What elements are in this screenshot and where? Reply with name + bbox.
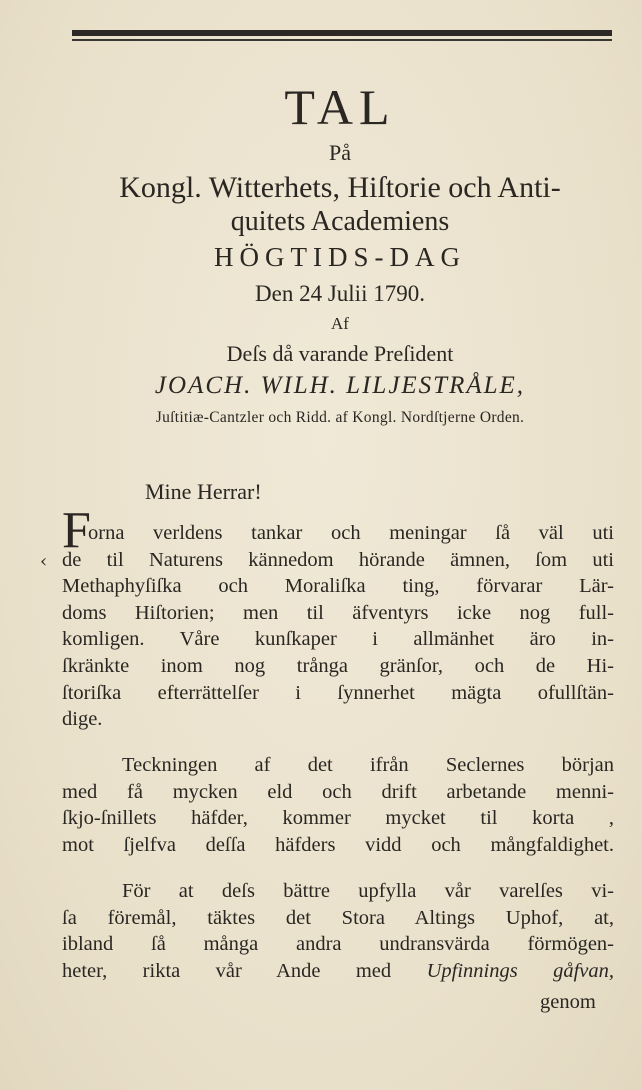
- title-preposition: På: [329, 140, 351, 165]
- author-title: Juſtitiæ-Cantzler och Ridd. af Kongl. Nordſtjerne Orden.: [155, 409, 525, 426]
- header-rule-thick: [72, 30, 612, 36]
- text-line: Methaphyſiſka och Moraliſka ting, förvarar Lär-: [62, 575, 614, 598]
- text-line: ibland ſå många andra undransvärda förmögen-: [62, 933, 614, 956]
- text-line-with-italic: [62, 958, 614, 985]
- text-line: ſa föremål, täktes det Stora Altings Uphof, at,: [62, 906, 614, 929]
- salutation: Mine Herrar!: [145, 479, 262, 504]
- header-rule: [72, 30, 612, 42]
- paragraph-1: [62, 520, 614, 733]
- text-segment: heter, rikta vår Ande med: [62, 959, 427, 982]
- academy-line-2: quitets Academiens: [230, 206, 450, 237]
- text-line: För at deſs bättre upfylla vår varelſes vi-: [122, 880, 614, 902]
- text-line: orna verldens tankar och meningar ſå väl uti: [88, 522, 614, 544]
- catchword: genom: [540, 991, 596, 1013]
- paragraph-3: [62, 878, 614, 984]
- president-line: Deſs då varande Preſident: [226, 341, 454, 366]
- date-line: Den 24 Julii 1790.: [255, 281, 425, 306]
- academy-line-1: Kongl. Witterhets, Hiſtorie och Anti-: [119, 171, 561, 204]
- text-line: komligen. Våre kunſkaper i allmänhet äro in-: [62, 628, 614, 651]
- author-name: JOACH. WILH. LILJESTRÅLE,: [154, 372, 526, 399]
- margin-mark: ‹: [40, 551, 48, 572]
- text-line: doms Hiſtorien; men til äfventyrs icke nog full-: [62, 601, 614, 624]
- text-line: ſkränkte inom nog trånga gränſor, och de Hi-: [62, 654, 614, 677]
- text-line: Teckningen af det ifrån Seclernes början: [122, 754, 614, 776]
- af-line: Af: [331, 314, 349, 333]
- paragraph-2: [62, 752, 614, 858]
- header-rule-thin: [72, 39, 612, 41]
- text-line: ſkjo-ſnillets häfder, kommer mycket til korta ,: [62, 807, 614, 830]
- text-line: mot ſjelfva deſſa häfders vidd och mångfaldighet.: [62, 833, 614, 856]
- italic-phrase: Upfinnings gåfvan,: [426, 959, 614, 982]
- page-title: TAL: [284, 79, 396, 135]
- text-line: med få mycken eld och drift arbetande menni-: [62, 780, 614, 803]
- drop-initial: F: [62, 502, 91, 559]
- text-line: ſtoriſka efterrättelſer i ſynnerhet mägta ofullſtän-: [62, 681, 614, 704]
- text-line: de til Naturens kännedom hörande ämnen, ſom uti: [62, 548, 614, 571]
- hogtids-dag: HÖGTIDS-DAG: [214, 242, 466, 272]
- text-line: dige.: [62, 708, 103, 731]
